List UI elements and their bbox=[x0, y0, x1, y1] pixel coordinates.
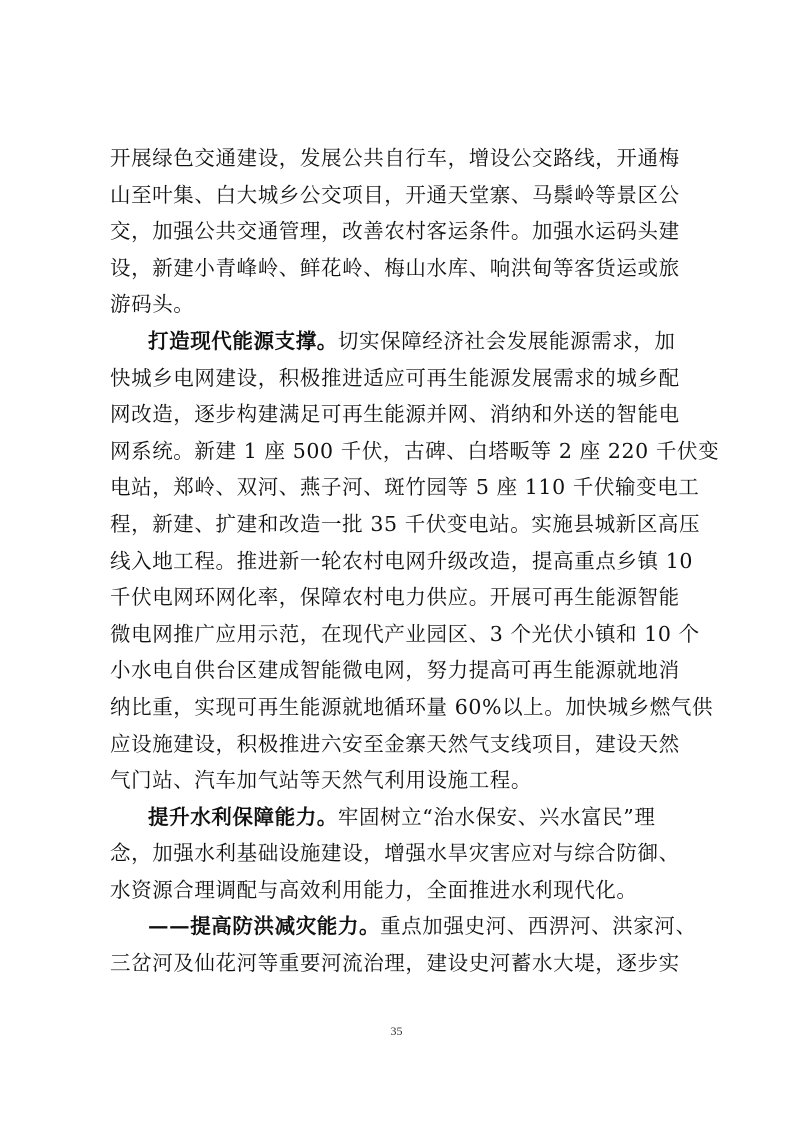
text-line: 山至叶集、白大城乡公交项目，开通天堂寨、马鬃岭等景区公 bbox=[110, 182, 680, 207]
text-line: 纳比重，实现可再生能源就地循环量 60%以上。加快城乡燃气供 bbox=[110, 694, 714, 719]
text-line: 游码头。 bbox=[110, 292, 195, 317]
text-line: 程，新建、扩建和改造一批 35 千伏变电站。实施县城新区高压 bbox=[110, 511, 701, 536]
text-line: 网系统。新建 1 座 500 千伏，古碑、白塔畈等 2 座 220 千伏变 bbox=[110, 438, 720, 463]
text-line: 线入地工程。推进新一轮农村电网升级改造，提高重点乡镇 10 bbox=[110, 548, 693, 573]
section-heading: 打造现代能源支撑。 bbox=[148, 328, 338, 353]
text-line: 微电网推广应用示范，在现代产业园区、3 个光伏小镇和 10 个 bbox=[110, 621, 700, 646]
page-number: 35 bbox=[390, 1024, 403, 1038]
text-line: 电站，郑岭、双河、燕子河、斑竹园等 5 座 110 千伏输变电工 bbox=[110, 475, 700, 500]
text-line: 设，新建小青峰岭、鲜花岭、梅山水库、响洪甸等客货运或旅 bbox=[110, 255, 680, 280]
text-run: 重点加强史河、西淠河、洪家河、 bbox=[380, 914, 697, 939]
body-text bbox=[110, 140, 720, 982]
text-line: 水资源合理调配与高效利用能力，全面推进水利现代化。 bbox=[110, 877, 638, 902]
text-line: 网改造，逐步构建满足可再生能源并网、消纳和外送的智能电 bbox=[110, 402, 680, 427]
text-line: 交，加强公共交通管理，改善农村客运条件。加强水运码头建 bbox=[110, 219, 680, 244]
subsection-heading: ——提高防洪减灾能力。 bbox=[148, 914, 381, 939]
text-run: 切实保障经济社会发展能源需求，加 bbox=[337, 328, 676, 353]
text-line: 小水电自供台区建成智能微电网，努力提高可再生能源就地消 bbox=[110, 658, 680, 683]
text-line: 快城乡电网建设，积极推进适应可再生能源发展需求的城乡配 bbox=[110, 365, 680, 390]
paragraph-first-line bbox=[110, 323, 690, 360]
text-line: 千伏电网环网化率，保障农村电力供应。开展可再生能源智能 bbox=[110, 585, 680, 610]
text-line: 气门站、汽车加气站等天然气利用设施工程。 bbox=[110, 768, 532, 793]
section-heading: 提升水利保障能力。 bbox=[148, 804, 338, 829]
text-line: 三岔河及仙花河等重要河流治理，建设史河蓄水大堤，逐步实 bbox=[110, 951, 680, 976]
text-line: 开展绿色交通建设，发展公共自行车，增设公交路线，开通梅 bbox=[110, 146, 680, 170]
paragraph-first-line bbox=[110, 799, 690, 836]
text-line: 应设施建设，积极推进六安至金寨天然气支线项目，建设天然 bbox=[110, 731, 680, 756]
text-run: 牢固树立“治水保安、兴水富民”理 bbox=[337, 804, 656, 829]
paragraph-first-line bbox=[110, 908, 697, 945]
text-line: 念，加强水利基础设施建设，增强水旱灾害应对与综合防御、 bbox=[110, 841, 680, 866]
